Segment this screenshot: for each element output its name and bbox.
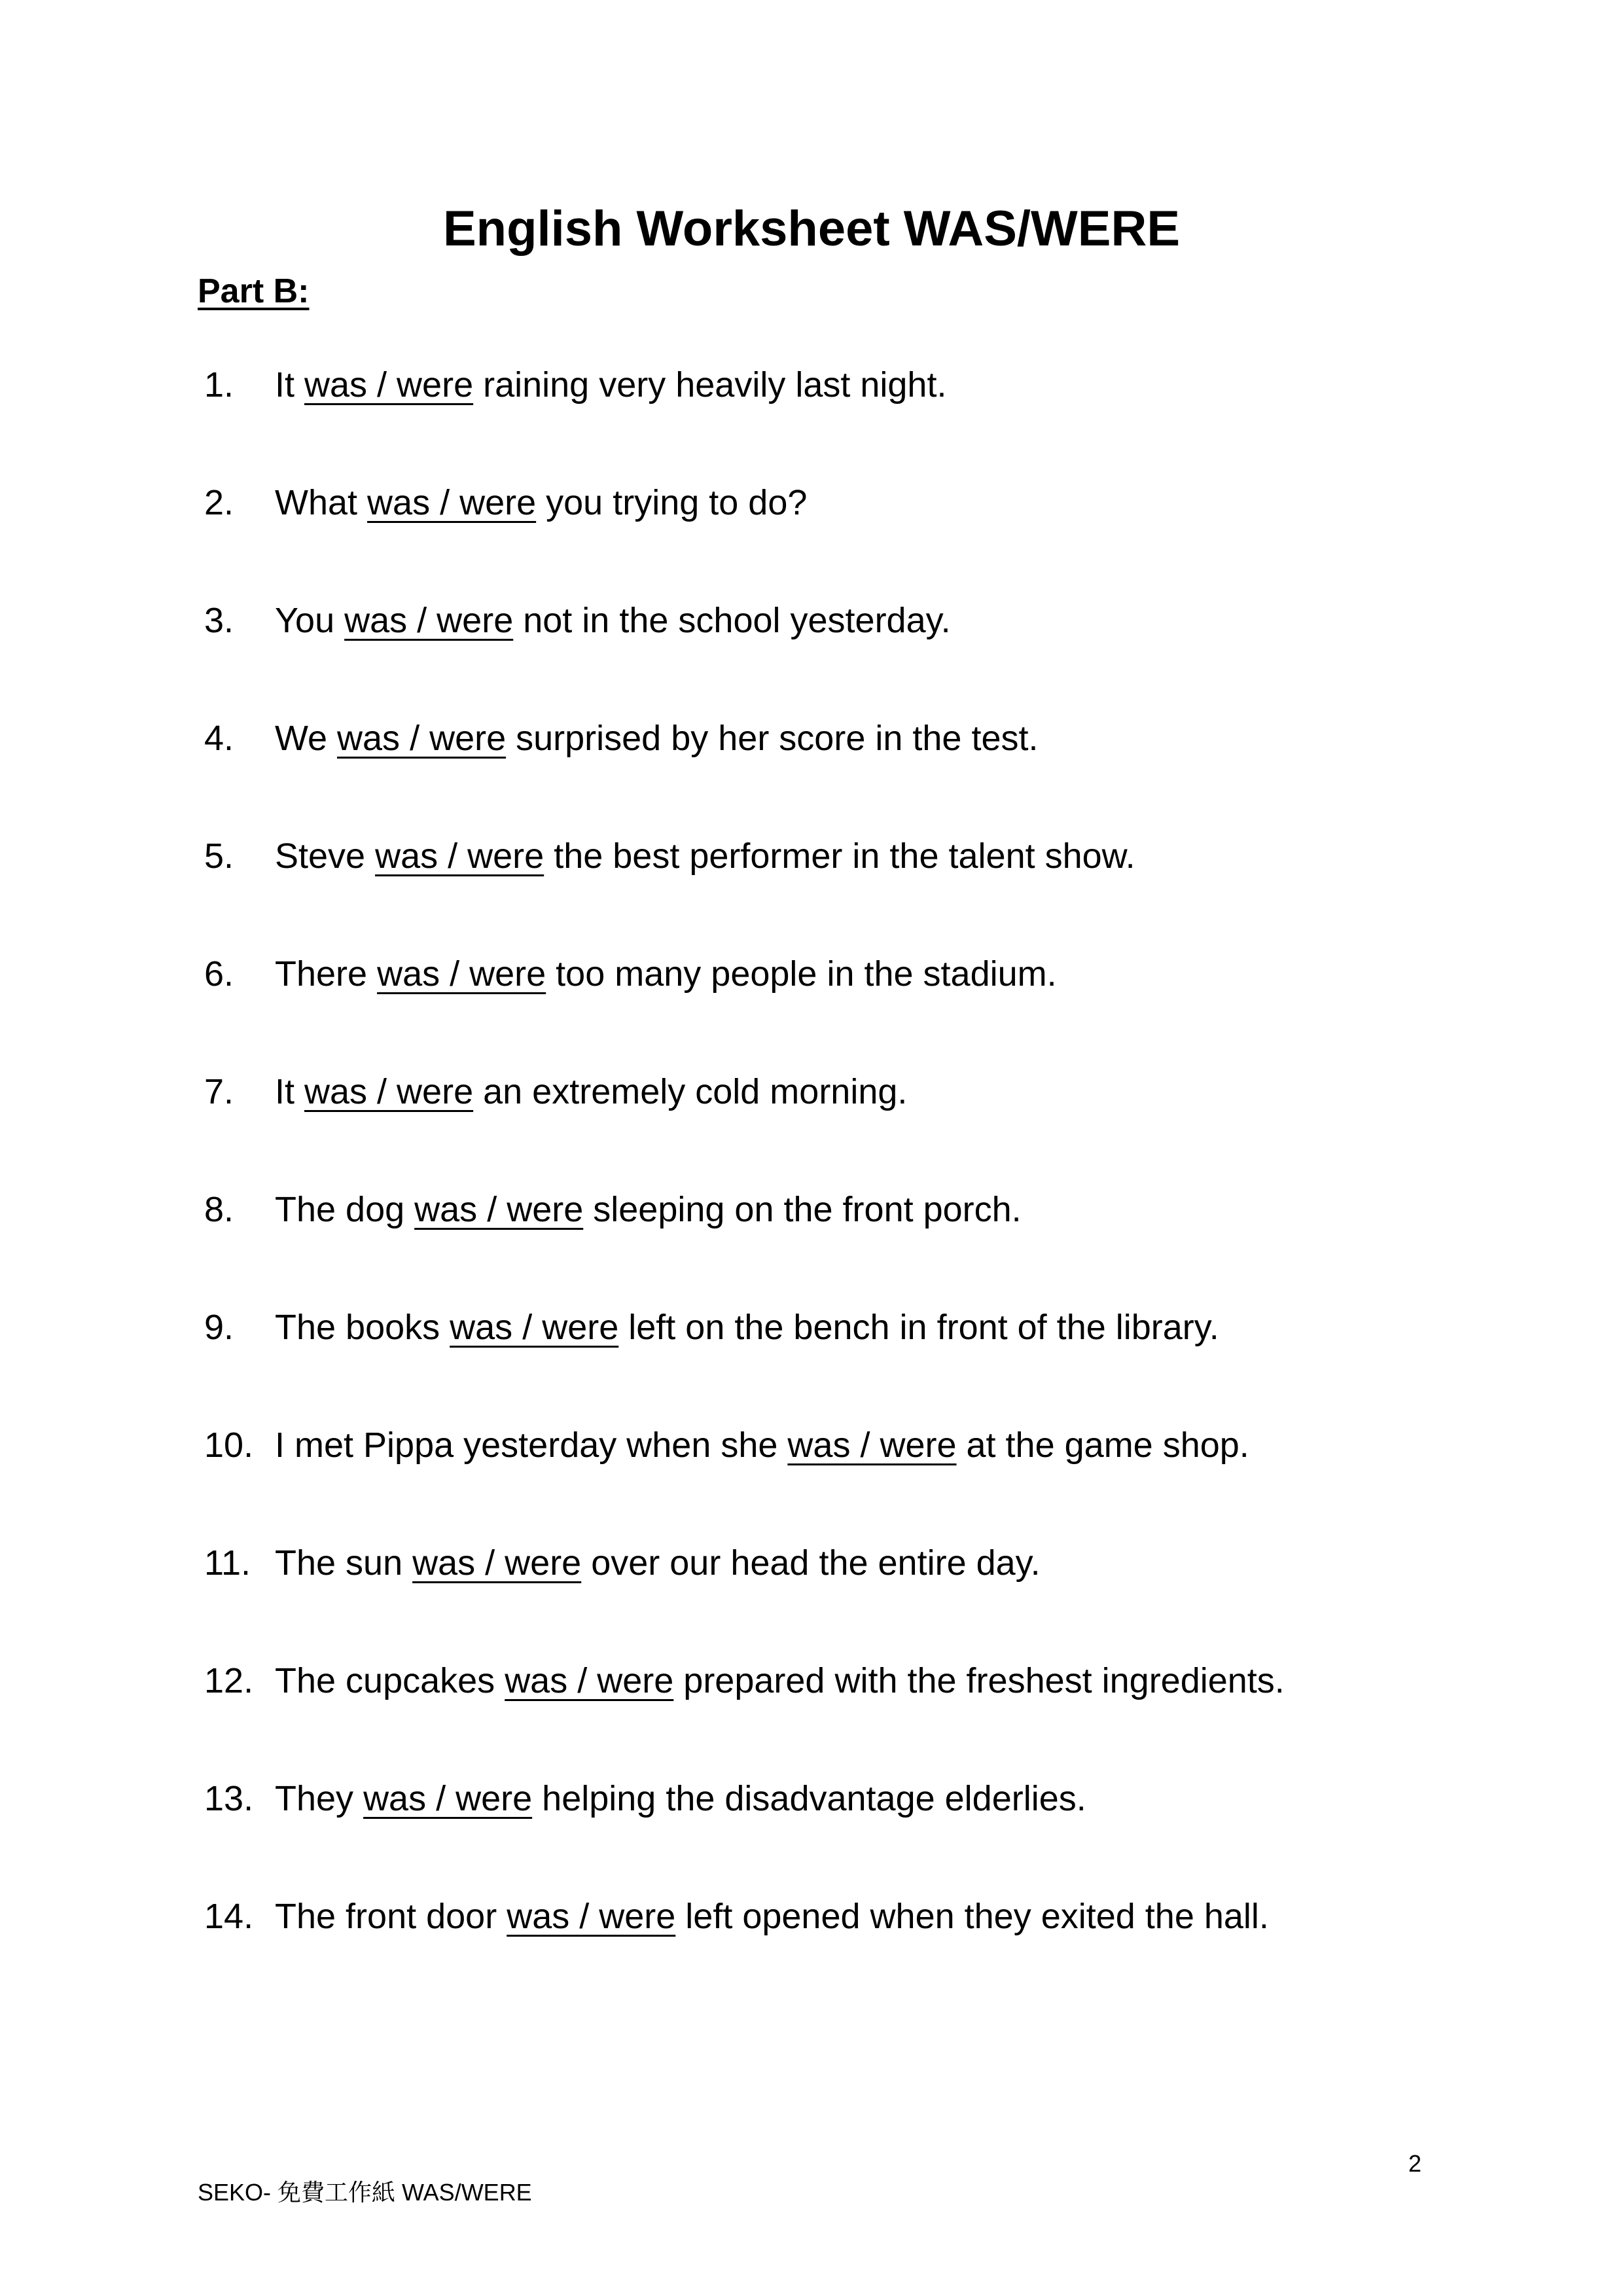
question-text-after: sleeping on the front porch. [583, 1190, 1022, 1229]
question-number: 3. [204, 601, 234, 640]
question-text-after: left opened when they exited the hall. [675, 1897, 1269, 1936]
question-text-before: You [275, 601, 345, 640]
question-item [204, 1890, 1448, 2008]
worksheet-title: English Worksheet WAS/WERE [442, 201, 1181, 257]
question-text-after: left on the bench in front of the library. [618, 1308, 1219, 1347]
question-item [204, 948, 1448, 1066]
question-text-after: over our head the entire day. [581, 1543, 1041, 1583]
question-text-before: The front door [275, 1897, 507, 1936]
question-text-before: What [275, 483, 368, 522]
question-text-after: not in the school yesterday. [513, 601, 951, 640]
question-text-before: It [275, 1072, 305, 1111]
question-item [204, 830, 1448, 948]
question-text-before: They [275, 1779, 364, 1818]
question-number: 1. [204, 365, 234, 404]
answer-choice: was / were [337, 719, 507, 758]
question-number: 13. [204, 1779, 254, 1818]
question-text-before: Steve [275, 836, 376, 876]
question-item [204, 1772, 1448, 1890]
question-item [204, 1655, 1448, 1772]
question-text-after: the best performer in the talent show. [544, 836, 1135, 876]
question-text-after: surprised by her score in the test. [506, 719, 1039, 758]
question-item [204, 1183, 1448, 1301]
footer-text: SEKO- 免費工作紙 WAS/WERE [198, 2179, 532, 2206]
question-number: 2. [204, 483, 234, 522]
question-number: 4. [204, 719, 234, 758]
question-number: 12. [204, 1661, 254, 1700]
question-number: 11. [204, 1543, 251, 1583]
question-text-after: you trying to do? [536, 483, 808, 522]
question-text-after: too many people in the stadium. [546, 954, 1057, 994]
part-label: Part B: [198, 272, 310, 310]
page-number: 2 [1408, 2150, 1422, 2177]
question-text-before: There [275, 954, 378, 994]
question-item [204, 1537, 1448, 1655]
answer-choice: was / were [304, 365, 474, 404]
question-item [204, 1419, 1448, 1537]
question-number: 7. [204, 1072, 234, 1111]
question-item [204, 476, 1448, 594]
question-text-after: at the game shop. [956, 1426, 1249, 1465]
question-text-after: an extremely cold morning. [473, 1072, 908, 1111]
question-text-before: The cupcakes [275, 1661, 505, 1700]
question-item [204, 1066, 1448, 1183]
question-text-before: I met Pippa yesterday when she [275, 1426, 788, 1465]
answer-choice: was / were [507, 1897, 676, 1936]
answer-choice: was / were [304, 1072, 474, 1111]
question-number: 9. [204, 1308, 234, 1347]
question-item [204, 712, 1448, 830]
answer-choice: was / were [367, 483, 537, 522]
question-number: 10. [204, 1426, 254, 1465]
question-item [204, 594, 1448, 712]
answer-choice: was / were [505, 1661, 674, 1700]
question-item [204, 359, 1448, 476]
answer-choice: was / were [344, 601, 514, 640]
answer-choice: was / were [375, 836, 544, 876]
answer-choice: was / were [414, 1190, 584, 1229]
question-text-after: raining very heavily last night. [473, 365, 947, 404]
question-text-after: prepared with the freshest ingredients. [673, 1661, 1285, 1700]
question-text-before: The books [275, 1308, 450, 1347]
question-text-before: The dog [275, 1190, 415, 1229]
question-item [204, 1301, 1448, 1419]
question-text-before: It [275, 365, 305, 404]
question-text-after: helping the disadvantage elderlies. [532, 1779, 1086, 1818]
answer-choice: was / were [377, 954, 546, 994]
question-number: 6. [204, 954, 234, 994]
answer-choice: was / were [363, 1779, 533, 1818]
question-text-before: The sun [275, 1543, 413, 1583]
answer-choice: was / were [412, 1543, 582, 1583]
answer-choice: was / were [787, 1426, 957, 1465]
question-number: 8. [204, 1190, 234, 1229]
question-number: 14. [204, 1897, 254, 1936]
question-number: 5. [204, 836, 234, 876]
question-text-before: We [275, 719, 338, 758]
question-list [204, 359, 1448, 2008]
answer-choice: was / were [450, 1308, 619, 1347]
